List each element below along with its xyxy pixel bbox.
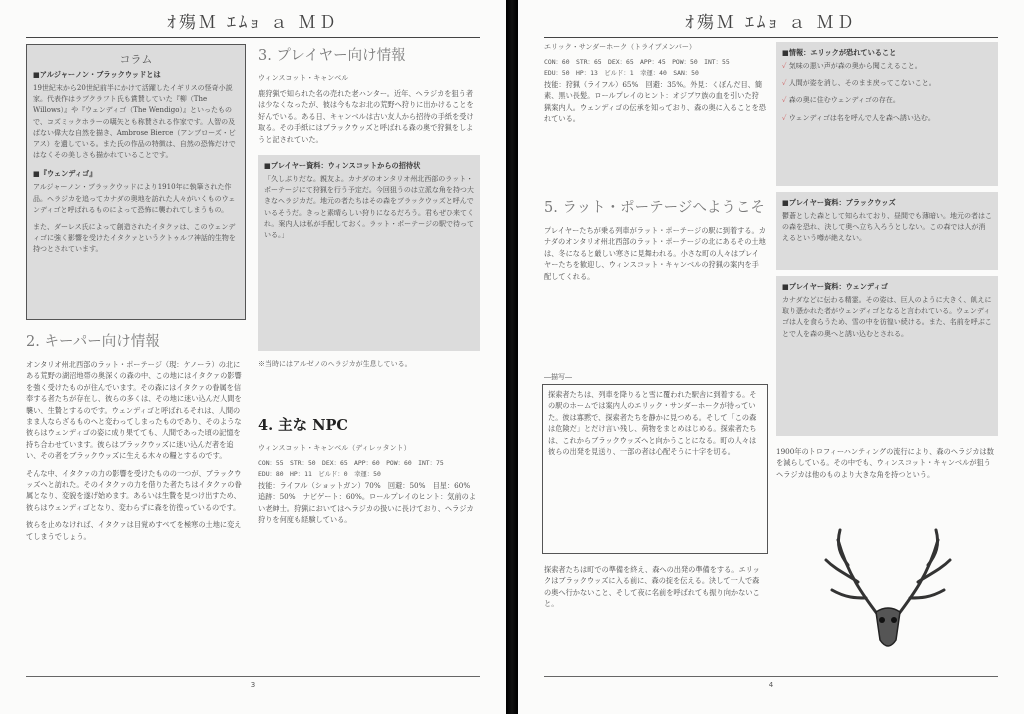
invitation-letter-box <box>258 155 480 351</box>
footer-rule <box>544 676 998 677</box>
section-5-paragraph-1: プレイヤーたちが乗る列車がラット・ポーテージの駅に到着する。カナダのオンタリオ州北西部のラット・ポーテージの北にあるその土地は、冬になると厳しい寒さに見舞われる。小さな町の人々はプレイヤーたちを歓迎し、ウィンスコット・キャンベルの狩猟の案内を手配してくれる。 <box>544 226 766 281</box>
bullet-marker: ✓ <box>782 96 787 105</box>
npc-name-campbell: ウィンスコット・キャンベル（ディレッタント） <box>258 444 411 452</box>
closing-text-block <box>776 446 998 516</box>
section-keeper-info <box>26 326 246 626</box>
aside-label-wrap <box>544 372 766 384</box>
book-gutter <box>506 0 518 714</box>
blackwoods-title: ■プレイヤー資料：ブラックウッズ <box>782 198 896 207</box>
column-heading-1: ■アルジャーノン・ブラックウッドとは <box>33 70 161 79</box>
fear-item: 気味の悪い声が森の奥から聞こえること。 <box>788 62 922 70</box>
section-5-title: 5. ラット・ポーテージへようこそ <box>544 200 765 216</box>
column-sidebar-box <box>26 44 246 320</box>
fear-item: ウェンディゴは名を呼んで人を森へ誘い込む。 <box>788 113 935 122</box>
column-box-title: コラム <box>119 53 153 66</box>
bullet-marker: ✓ <box>782 79 787 88</box>
blackwoods-box <box>776 192 998 270</box>
npc-eric-description: 技能：狩猟（ライフル）65% 回避：35%。外見：くぼんだ目、簡素、黒い長髪。ロールプレイのヒント：オジブワ族の血を引いた狩猟案内人。ウェンディゴの伝承を知っており、森の奥に入ることを恐れている。 <box>544 80 766 124</box>
elk-skull-illustration <box>818 520 958 660</box>
footer-rule <box>26 676 480 677</box>
invitation-box-text: 「久しぶりだな。親友よ。カナダのオンタリオ州北西部のラット・ポーテージにて狩猟を行う予定だ。今回狙うのは立派な角を持つ大きなヘラジカだ。地元の者たちはその森をブラックウッズと呼んでいるそうだ。きっと素晴らしい狩りになるだろう。君もぜひ来てくれ。案内人は私が手配しておく。ラット・ポーテージの駅で待っている。」 <box>264 175 474 240</box>
description-aside-title: ―描写― <box>544 373 572 381</box>
running-title: ｵ殤Ｍ ｴﾑｮ ａ ＭＤ <box>685 13 857 33</box>
section-5-paragraph-2: 探索者たちは町での準備を終え、森への出発の準備をする。エリックはブラックウッズに入る前に、森の掟を伝える。決して一人で森の奥へ行かないこと、そして夜に名前を呼ばれても振り向かないこと。 <box>544 565 760 609</box>
section-3-title: 3. プレイヤー向け情報 <box>258 48 406 64</box>
npc-description: 技能：ライフル（ショットガン）70% 回避：50% 目星：60% 追跡：50% ナビゲート：60%。ロールプレイのヒント：気前のよい老紳士。狩猟においてはヘラジカの扱いに長けており、ヘラジカ狩りを何度も経験している。 <box>258 481 478 525</box>
section-3-note: ※当時にはアルゼノのヘラジカが生息している。 <box>258 360 412 369</box>
section-5-closing <box>544 564 766 668</box>
bullet-marker: ✓ <box>782 62 787 70</box>
right-page <box>518 0 1024 714</box>
npc-eric-stats-2: EDU：50 HP：13 ビルド：1 幸運：40 SAN：50 <box>544 69 699 77</box>
section-main-npc <box>258 410 480 630</box>
closing-paragraph: 1900年のトロフィーハンティングの流行により、森のヘラジカは数を減らしている。その中でも、ウィンスコット・キャンベルが狙うヘラジカは他のものより大きな角を持つという。 <box>776 447 994 479</box>
description-aside-text: 探索者たちは、列車を降りると雪に覆われた駅舎に到着する。その駅のホームでは案内人のエリック・サンダーホークが待っていた。彼は寡黙で、探索者たちを静かに見つめる。そして「この森は危険だ」とだけ言い残し、荷物をまとめはじめる。探索者たちは、これからブラックウッズへと向かうことになる。町の人々は彼らの出発を見送り、一部の者は心配そうに十字を切る。 <box>548 390 757 457</box>
column-paragraph-2: アルジャーノン・ブラックウッドにより1910年に執筆された作品。ヘラジカを追ってカナダの奥地を訪れた人々がいくものウェンディゴと呼ばれるものによって恐怖に襲われてしまうもの。 <box>33 183 236 214</box>
page-number: 3 <box>250 681 256 689</box>
section-welcome <box>544 192 766 372</box>
npc-eric-stats-1: CON：60 STR：65 DEX：65 APP：45 POW：50 INT：55 <box>544 58 730 66</box>
invitation-box-title: ■プレイヤー資料：ウィンスコットからの招待状 <box>264 161 421 171</box>
blackwoods-text: 鬱蒼とした森として知られており、昼間でも薄暗い。地元の者はこの森を恐れ、決して奥へ立ち入ろうとしない。この森では人が消えるという噂が絶えない。 <box>782 212 992 243</box>
fear-item: 森の奥に住むウェンディゴの存在。 <box>788 96 900 105</box>
section-3-paragraph: 鹿狩猟で知られた名の売れた老ハンター。近年、ヘラジカを狙う者は少なくなったが、彼は今もなお北の荒野へ狩りに出かけることを好んでいる。ある日、キャンベルは古い友人から招待の手紙を受け取る。その手紙にはブラックウッズと呼ばれる森の奥で狩猟をしようと記されていた。 <box>258 89 474 144</box>
header-rule <box>26 37 480 38</box>
eric-fears-box <box>776 42 998 186</box>
column-paragraph-3: また、ダーレス氏によって創造されたイタクァは、このウェンディゴに強く影響を受けたイタクァというクトゥルフ神話的生物を持つとされています。 <box>33 223 236 254</box>
page-number: 4 <box>768 681 774 689</box>
npc-eric-block <box>544 42 766 172</box>
section-2-paragraph-3: 彼らを止めなければ、イタクァは目覚めすべてを極寒の土地に変えてしまうでしょう。 <box>26 520 242 541</box>
npc-stats-line-1: CON：55 STR：50 DEX：65 APP：60 POW：60 INT：75 <box>258 459 444 467</box>
left-page <box>0 0 506 714</box>
running-title: ｵ殤Ｍ ｴﾑｮ ａ ＭＤ <box>167 13 339 33</box>
eric-fears-title: ■情報：エリックが恐れていること <box>782 48 897 57</box>
wendigo-box <box>776 276 998 436</box>
wendigo-text: カナダなどに伝わる精霊。その姿は、巨人のように大きく、飢えに取り憑かれた者がウェンディゴとなると言われている。ウェンディゴは人を食らうため、雪の中を彷徨い続ける。また、名前を呼ぶことで人を森の奥へと誘い込むとされる。 <box>782 296 992 338</box>
header-rule <box>544 37 998 38</box>
section-3-subheading: ウィンスコット・キャンベル <box>258 74 349 82</box>
section-player-info <box>258 40 480 400</box>
column-paragraph-1: 19世紀末から20世紀前半にかけて活躍したイギリスの怪奇小説家。代表作はラブクラフト氏も賞賛していた『柳（The Willows）』や『ウェンディゴ（The Wendigo）』といったもので、コズミックホラーの嚆矢とも称賛される作家です。人智の及ばない偉大な自然を描き、Ambrose Bierce（アンブローズ・ビアス）を遺している。また氏の作品の特徴は、自然の恐怖だけではなくその美しさも描かれていることです。 <box>33 84 236 160</box>
wendigo-title: ■プレイヤー資料：ウェンディゴ <box>782 282 888 291</box>
npc-stats-line-2: EDU：80 HP：11 ビルド：0 幸運：50 <box>258 470 381 478</box>
column-heading-2: ■『ウェンディゴ』 <box>33 169 97 179</box>
section-2-paragraph-1: オンタリオ州北西部のラット・ポーテージ（現：ケノーラ）の北にある荒野の湖沼地帯の奥深くの森の中、この地にはイタクァの影響を強く受けたものが住んでいます。その森にはイタクァの眷属を信奉する者たちが存在し、彼らの多くは、その地に迷い込んだ人間を襲い、生贄とするのです。ウェンディゴと呼ばれるそれは、人間のまま人ならざるものへと変わってしまったものであり、そのような彼らはウェンディゴの姿に成り果てても、人間であった頃の記憶を持ち合わせています。彼らはブラックウッズに迷い込んだ者を追い、その者をブラックウッズに生える木々の糧とするのです。 <box>26 360 242 461</box>
fear-item: 人間が姿を消し、そのまま戻ってこないこと。 <box>788 79 936 88</box>
npc-name-eric: エリック・サンダーホーク（トライブメンバー） <box>544 43 696 51</box>
section-2-paragraph-2: そんな中、イタクァの力の影響を受けたものの一つが、ブラックウッズへと訪れた。そのイタクァの力を借りた者たちはイタクァの眷属となり、変貌を遂げ始めます。あるいは生贄を見つけ出すため、彼らはウェンディゴとなり、変わらずに森を彷徨っているのです。 <box>26 468 242 512</box>
section-2-title: 2. キーパー向け情報 <box>26 334 160 350</box>
description-aside-box <box>542 384 768 554</box>
bullet-marker: ✓ <box>782 113 787 122</box>
section-4-title: 4. 主な NPC <box>258 417 348 434</box>
